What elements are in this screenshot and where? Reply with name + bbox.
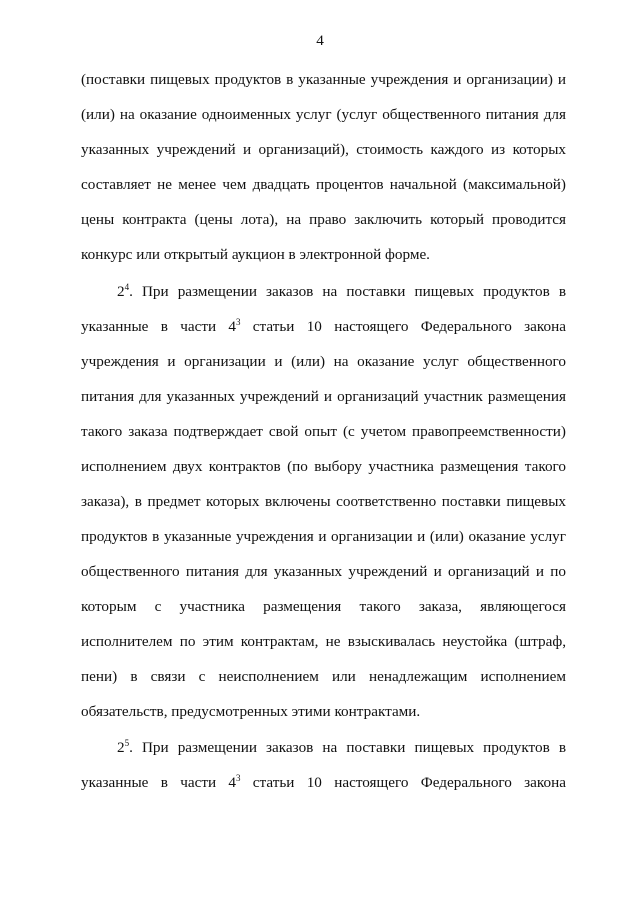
text-line: конкурс или открытый аукцион в электронной форме. bbox=[81, 246, 430, 263]
text-line: указанных учреждений и организаций), стоимость каждого из которых bbox=[81, 141, 566, 158]
text-line: цены контракта (цены лота), на право заключить который проводится bbox=[81, 211, 566, 228]
text-line: обязательств, предусмотренных этими контрактами. bbox=[81, 703, 421, 720]
text-line: (или) на оказание одноименных услуг (услуг общественного питания для bbox=[81, 106, 566, 123]
text-line: $2^4$. При размещении заказов на поставки пищевых продуктов в bbox=[117, 282, 566, 300]
paragraph-number: $2^5$ bbox=[117, 738, 130, 756]
text-line: продуктов в указанные учреждения и организации и (или) оказание услуг bbox=[81, 528, 566, 545]
text-line: исполнением двух контрактов (по выбору участника размещения такого bbox=[81, 458, 566, 475]
text-line: исполнителем по этим контрактам, не взыскивалась неустойка (штраф, bbox=[81, 633, 566, 650]
text-line: которым с участника размещения такого заказа, являющегося bbox=[81, 598, 566, 615]
text-line: указанные в части $4^3$ статьи 10 настоящего Федерального закона bbox=[81, 317, 566, 335]
text-line: пени) в связи с неисполнением или ненадлежащим исполнением bbox=[81, 668, 566, 685]
text-line: заказа), в предмет которых включены соответственно поставки пищевых bbox=[81, 493, 566, 510]
page-number: 4 bbox=[316, 32, 324, 49]
text-line: $2^5$. При размещении заказов на поставки пищевых продуктов в bbox=[117, 738, 566, 756]
paragraph-number: $2^4$ bbox=[117, 282, 130, 300]
text-line: общественного питания для указанных учреждений и организаций и по bbox=[81, 563, 566, 580]
text-line: указанные в части $4^3$ статьи 10 настоящего Федерального закона bbox=[81, 773, 566, 791]
text-line: (поставки пищевых продуктов в указанные учреждения и организации) и bbox=[81, 71, 566, 88]
text-line: учреждения и организации и (или) на оказание услуг общественного bbox=[81, 353, 566, 370]
text-line: составляет не менее чем двадцать процентов начальной (максимальной) bbox=[81, 176, 566, 193]
text-line: питания для указанных учреждений и организаций участник размещения bbox=[81, 388, 566, 405]
text-line: такого заказа подтверждает свой опыт (с учетом правопреемственности) bbox=[81, 423, 566, 440]
